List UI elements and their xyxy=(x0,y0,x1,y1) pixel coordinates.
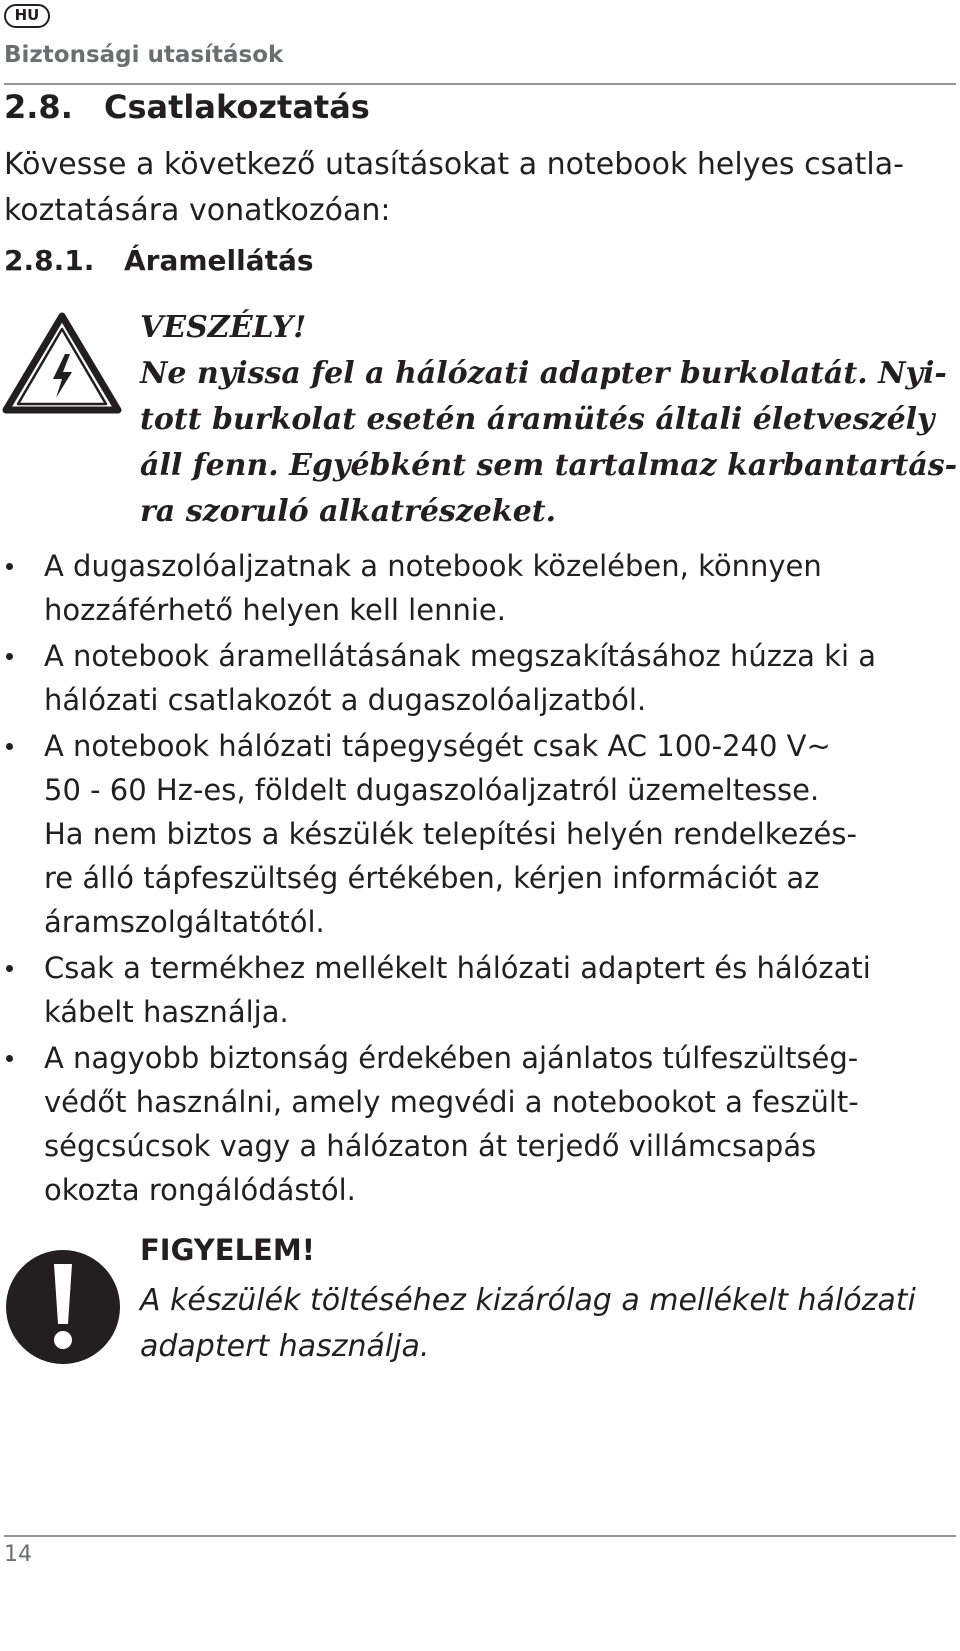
list-item-line: hozzáférhető helyen kell lennie. xyxy=(44,593,506,627)
list-item-line: hálózati csatlakozót a dugaszolóaljzatból. xyxy=(44,683,647,717)
page-number: 14 xyxy=(4,1542,32,1567)
list-item xyxy=(0,724,960,944)
intro-line: koztatására vonatkozóan: xyxy=(4,193,391,228)
section-number: 2.8. xyxy=(4,88,73,126)
list-item xyxy=(0,946,960,1034)
list-item xyxy=(0,544,960,632)
list-item-line: Csak a termékhez mellékelt hálózati adaptert és hálózati xyxy=(44,951,871,985)
danger-line: Ne nyissa fel a hálózati adapter burkolatát. Nyi- xyxy=(140,356,947,391)
language-badge: HU xyxy=(4,4,50,28)
notice-text xyxy=(140,1278,930,1370)
danger-title: VESZÉLY! xyxy=(140,310,307,345)
intro-line: Kövesse a következő utasításokat a notebook helyes csatla- xyxy=(4,147,904,182)
section-heading xyxy=(4,88,370,126)
subsection-heading xyxy=(4,244,314,277)
electric-hazard-warning-triangle-icon xyxy=(2,312,150,416)
notice-line: A készülék töltéséhez kizárólag a mellékelt hálózati xyxy=(140,1283,916,1318)
danger-line: tott burkolat esetén áramütés általi életveszély xyxy=(140,402,935,437)
section-label: Biztonsági utasítások xyxy=(4,42,284,68)
bullet-list xyxy=(0,544,960,1214)
list-item xyxy=(0,1036,960,1212)
list-item-line: A dugaszolóaljzatnak a notebook közelében, könnyen xyxy=(44,549,822,583)
subsection-number: 2.8.1. xyxy=(4,244,95,277)
list-item-line: A nagyobb biztonság érdekében ajánlatos túlfeszültség- xyxy=(44,1041,859,1075)
list-item-line: A notebook hálózati tápegységét csak AC 100-240 V~ xyxy=(44,729,831,763)
exclamation-circle-icon xyxy=(4,1248,122,1366)
danger-line: áll fenn. Egyébként sem tartalmaz karbantartás- xyxy=(140,448,958,483)
bullet-icon xyxy=(6,965,13,972)
notice-title: FIGYELEM! xyxy=(140,1233,315,1267)
section-title: Csatlakoztatás xyxy=(104,88,370,126)
intro-paragraph xyxy=(4,142,924,234)
list-item-line: 50 - 60 Hz-es, földelt dugaszolóaljzatról üzemeltesse. xyxy=(44,773,820,807)
list-item-line: okozta rongálódástól. xyxy=(44,1173,356,1207)
list-item-line: ségcsúcsok vagy a hálózaton át terjedő villámcsapás xyxy=(44,1129,817,1163)
bullet-icon xyxy=(6,653,13,660)
footer-divider xyxy=(4,1535,956,1537)
danger-line: ra szoruló alkatrészeket. xyxy=(140,494,557,529)
bullet-icon xyxy=(6,563,13,570)
list-item-line: kábelt használja. xyxy=(44,995,289,1029)
list-item xyxy=(0,634,960,722)
list-item-line: A notebook áramellátásának megszakításához húzza ki a xyxy=(44,639,876,673)
bullet-icon xyxy=(6,1055,13,1062)
list-item-line: áramszolgáltatótól. xyxy=(44,905,325,939)
notice-line: adaptert használja. xyxy=(140,1329,430,1364)
subsection-title: Áramellátás xyxy=(124,244,314,277)
bullet-icon xyxy=(6,743,13,750)
list-item-line: védőt használni, amely megvédi a notebookot a feszült- xyxy=(44,1085,859,1119)
list-item-line: Ha nem biztos a készülék telepítési helyén rendelkezés- xyxy=(44,817,857,851)
danger-warning-text xyxy=(140,305,958,535)
header-divider xyxy=(4,83,956,85)
list-item-line: re álló tápfeszültség értékében, kérjen információt az xyxy=(44,861,820,895)
